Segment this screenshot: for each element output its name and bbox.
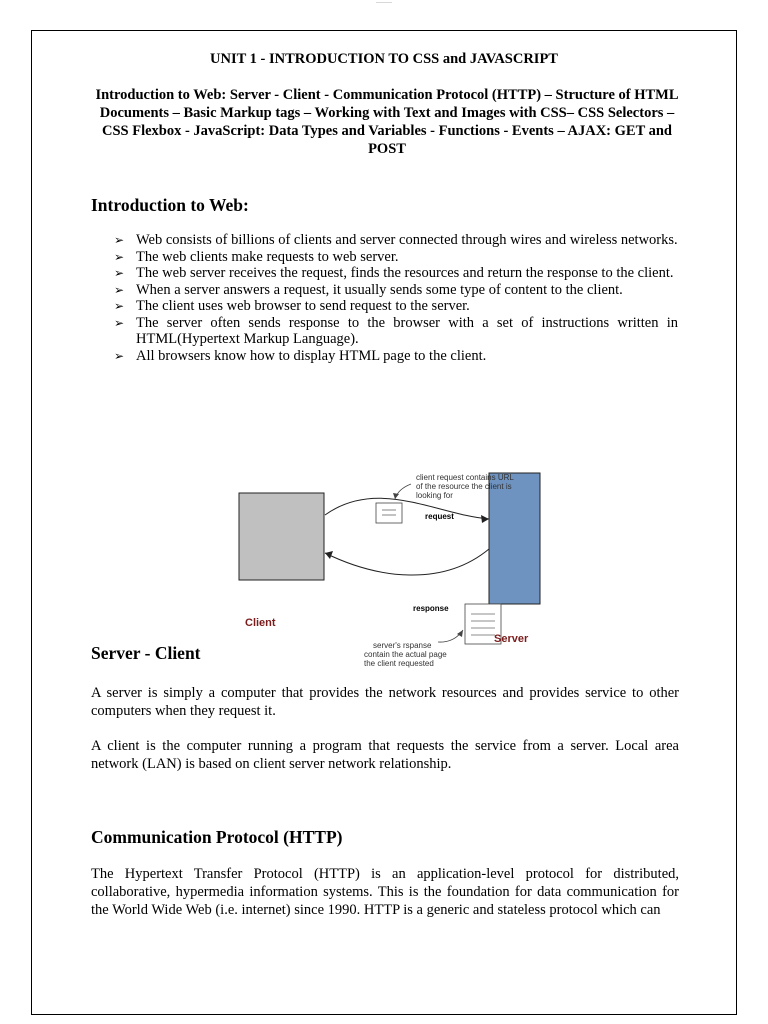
server-definition-paragraph: A server is simply a computer that provides the network resources and provides service to other computers when they request it. [91, 685, 679, 719]
list-item: ➢ The web clients make requests to web server. [114, 248, 399, 265]
intro-heading: Introduction to Web: [91, 195, 249, 215]
intro-bullet-list [114, 232, 678, 364]
request-label: request [425, 512, 454, 521]
request-arrow [325, 498, 489, 519]
http-heading: Communication Protocol (HTTP) [91, 827, 343, 847]
http-paragraph: The Hypertext Transfer Protocol (HTTP) is an application-level protocol for distributed, collaborative, hypermedia information systems. This is the foundation for data communication for the World Wide Web (i.e. internet) since 1990. HTTP is a generic and stateless protocol which can [91, 866, 679, 918]
response-note-line-2: contain the actual page [364, 650, 447, 659]
request-note-line-3: looking for [416, 491, 453, 500]
bullet-arrow-icon: ➢ [114, 348, 125, 363]
request-document-icon [376, 503, 402, 523]
client-server-diagram [228, 437, 558, 668]
client-box [239, 493, 324, 580]
response-arrowhead [325, 551, 333, 559]
request-note-line-1: client request contains URL [416, 473, 514, 482]
top-edge-mark [376, 2, 392, 3]
server-client-heading: Server - Client [91, 643, 201, 663]
response-note-pointer [438, 630, 463, 642]
bullet-arrow-icon: ➢ [114, 233, 125, 247]
client-label: Client [245, 617, 276, 629]
list-item: ➢ When a server answers a request, it usually sends some type of content to the client. [114, 281, 623, 298]
response-arrow [325, 549, 489, 575]
bullet-arrow-icon: ➢ [114, 315, 125, 330]
list-item: ➢ The client uses web browser to send request to the server. [114, 298, 470, 314]
list-item: ➢ The web server receives the request, finds the resources and return the response to the client. [114, 265, 674, 281]
bullet-arrow-icon: ➢ [114, 282, 125, 297]
response-label: response [413, 604, 449, 613]
response-note-line-1: server's rspanse [373, 641, 432, 650]
client-definition-paragraph: A client is the computer running a program that requests the service from a server. Local area network (LAN) is based on client server network relationship. [91, 738, 679, 772]
list-item: ➢ Web consists of billions of clients and server connected through wires and wireless networks. [114, 232, 678, 248]
request-note-pointer [395, 484, 411, 499]
document-page [31, 30, 737, 1015]
list-item: ➢ All browsers know how to display HTML page to the client. [114, 347, 487, 364]
server-box [489, 473, 540, 604]
bullet-arrow-icon: ➢ [114, 299, 125, 313]
bullet-arrow-icon: ➢ [114, 249, 125, 264]
bullet-arrow-icon: ➢ [114, 266, 125, 280]
response-note-line-3: the client requested [364, 659, 434, 668]
topics-summary: Introduction to Web: Server - Client - Communication Protocol (HTTP) – Structure of HTML Documents – Basic Markup tags – Working with Text and Images with CSS– CSS Selectors – CSS Flexbox - JavaScript: Data Types and Variables - Functions - Events – AJAX: GET and POST [95, 87, 679, 157]
request-note-line-2: of the resource the client is [416, 482, 512, 491]
unit-title: UNIT 1 - INTRODUCTION TO CSS and JAVASCRIPT [210, 51, 558, 67]
list-item: ➢ The server often sends response to the browser with a set of instructions written in HTML(Hypertext Markup Language). [114, 314, 678, 347]
request-arrowhead [481, 515, 489, 523]
server-label: Server [494, 633, 529, 645]
